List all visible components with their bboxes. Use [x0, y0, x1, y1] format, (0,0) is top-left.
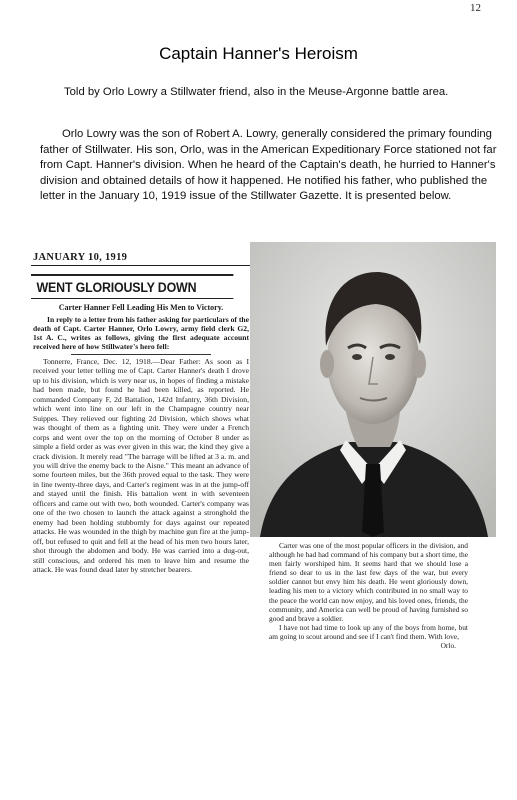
clipping-divider [71, 354, 211, 355]
continuation-paragraph: Carter was one of the most popular officers in the division, and although he had had command of his company but a short time, the men fairly worshiped him. It seems hard that we should lose a friend so dear to us in the last few days of the war, but every soldier cannot but envy him his death. He went gloriously down, leading his men to a victory which contributed in no small way to the peace the world can now enjoy, and his loved ones, friends, the community, and America can well be proud of having furnished so good and brave a soldier. [269, 541, 468, 623]
intro-paragraph: Orlo Lowry was the son of Robert A. Lowry, generally considered the primary founding father of Stillwater. His son, Orlo, was in the American Expeditionary Force stationed not far from Capt. Hanner's division. When he heard of the Captain's death, he hurried to Hanner's division and obtained details of how it happened. He notified his father, who published the letter in the January 10, 1919 issue of the Stillwater Gazette. It is presented below. [40, 128, 497, 203]
clipping-headline: WENT GLORIOUSLY DOWN [31, 274, 233, 299]
portrait-photo [250, 242, 496, 537]
page-number: 12 [470, 2, 481, 14]
signoff [269, 641, 468, 650]
continuation-paragraph-2: I have not had time to look up any of the boys from home, but am going to scout around and see if I can't find them. With love, [269, 622, 468, 641]
clipping-deck: Carter Hanner Fell Leading His Men to Victory. [58, 303, 224, 312]
signature: Orlo. [440, 641, 456, 651]
page-title: Captain Hanner's Heroism [159, 44, 358, 63]
clipping-lede: In reply to a letter from his father asking for particulars of the death of Capt. Carter Hanner, Orlo Lowry, army field clerk G2, 1st A. C., writes as follows, giving the first adequate account received here of how Stillwater's hero fell: [33, 315, 249, 351]
clipping-body: Tonnerre, France, Dec. 12, 1918.—Dear Father: As soon as I received your letter telling me of Capt. Carter Hanner's death I drove up to his division, which is very near us, in hopes of finding a mistake had been made, but found he had been killed, as reported. He commanded Company F, 2d Battalion, 142d Infantry, 36th Division, which went into line on our left in the Champagne country near Suippes. They relieved our fighting 2d Division, which shows what was thought of them as a fighting unit. They were under a French corps and went over the top on the morning of October 8 under as simple a field order as was ever given in this war, the kind they give a crack division. It merely read "The barrage will be lifted at 3 a. m. and you will drive the enemy back to the Aisne." This meant an advance of some fourteen miles, but the 36th proved equal to the task. They were in line twenty-three days, and Carter's regiment was in at the jump-off and stayed until the finish. His battalion went in with seventeen officers and came out with two, both wounded. Carter's company was one of the two chosen to launch the attack against a stronghold the enemy had been holding stubbornly for days against our repeated attacks. He was wounded in the thigh by machine gun fire at the jump-off, but refused to quit and fell at the head of his men two hours later, shot through the abdomen and body. He was carried into a dug-out, still conscious, and ordered his men to leave him and resume the attack. He was found dead later by stretcher bearers. [33, 357, 249, 574]
clipping-continuation [269, 541, 468, 650]
newspaper-clipping [31, 252, 251, 794]
clipping-date: JANUARY 10, 1919 [31, 252, 251, 266]
subtitle: Told by Orlo Lowry a Stillwater friend, also in the Meuse-Argonne battle area. [64, 86, 449, 98]
